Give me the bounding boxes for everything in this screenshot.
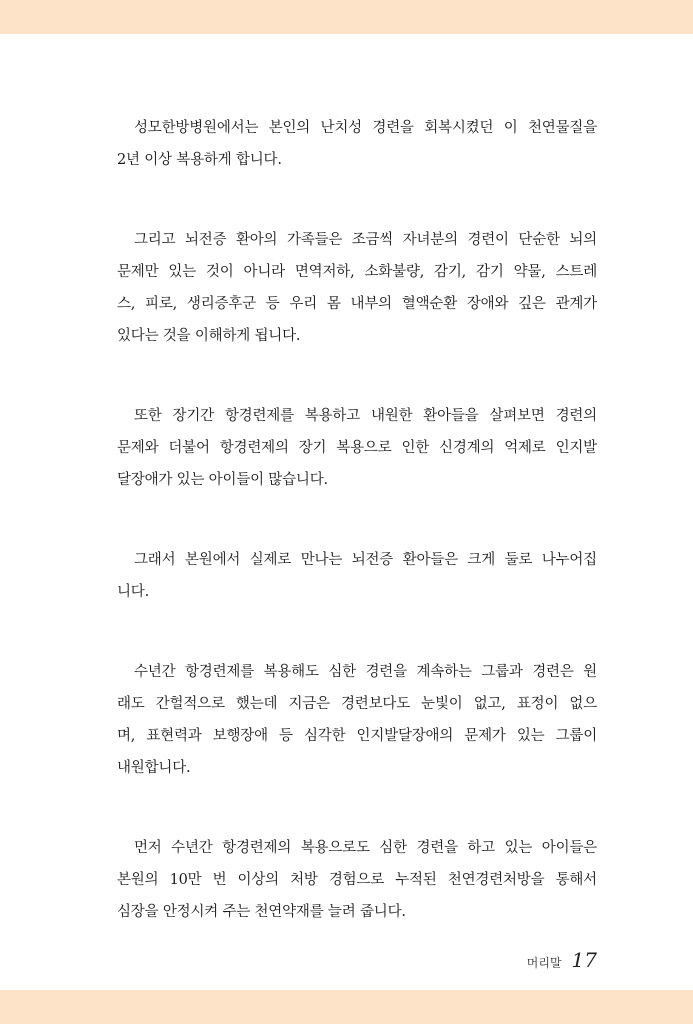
paragraph bbox=[117, 832, 597, 928]
text-line: 있다는 것을 이해하게 됩니다. bbox=[117, 328, 301, 344]
text-line: 그래서 본원에서 실제로 만나는 뇌전증 환아들은 크게 둘로 나누어집 bbox=[134, 552, 597, 568]
paragraph bbox=[117, 400, 597, 496]
page-footer bbox=[527, 948, 597, 972]
section-label: 머리말 bbox=[526, 956, 562, 970]
paragraph bbox=[117, 656, 597, 784]
bottom-color-band bbox=[0, 990, 693, 1024]
text-line: 내원합니다. bbox=[117, 760, 191, 776]
text-line: 먼저 수년간 항경련제의 복용으로도 심한 경련을 하고 있는 아이들은 bbox=[134, 840, 597, 856]
text-line: 본원의 10만 번 이상의 처방 경험으로 누적된 천연경련처방을 통해서 bbox=[117, 872, 597, 888]
text-line: 또한 장기간 항경련제를 복용하고 내원한 환아들을 살펴보면 경련의 bbox=[134, 408, 597, 424]
top-color-band bbox=[0, 0, 693, 34]
text-line: 달장애가 있는 아이들이 많습니다. bbox=[117, 472, 328, 488]
text-line: 며, 표현력과 보행장애 등 심각한 인지발달장애의 문제가 있는 그룹이 bbox=[117, 728, 597, 744]
paragraph bbox=[117, 224, 597, 352]
body-text bbox=[117, 112, 597, 976]
text-line: 2년 이상 복용하게 합니다. bbox=[117, 152, 282, 168]
paragraph bbox=[117, 544, 597, 608]
paragraph bbox=[117, 112, 597, 176]
page-number: 17 bbox=[571, 948, 597, 972]
text-line: 래도 간헐적으로 했는데 지금은 경련보다도 눈빛이 없고, 표정이 없으 bbox=[117, 696, 597, 712]
text-line: 문제만 있는 것이 아니라 면역저하, 소화불량, 감기, 감기 약물, 스트레 bbox=[117, 264, 597, 280]
text-line: 성모한방병원에서는 본인의 난치성 경련을 회복시켰던 이 천연물질을 bbox=[134, 120, 597, 136]
text-line: 스, 피로, 생리증후군 등 우리 몸 내부의 혈액순환 장애와 깊은 관계가 bbox=[117, 296, 597, 312]
text-line: 니다. bbox=[117, 584, 150, 600]
text-line: 그리고 뇌전증 환아의 가족들은 조금씩 자녀분의 경련이 단순한 뇌의 bbox=[134, 232, 597, 248]
text-line: 수년간 항경련제를 복용해도 심한 경련을 계속하는 그룹과 경련은 원 bbox=[134, 664, 597, 680]
text-line: 문제와 더불어 항경련제의 장기 복용으로 인한 신경계의 억제로 인지발 bbox=[117, 440, 597, 456]
text-line: 심장을 안정시켜 주는 천연약재를 늘려 줍니다. bbox=[117, 904, 406, 920]
